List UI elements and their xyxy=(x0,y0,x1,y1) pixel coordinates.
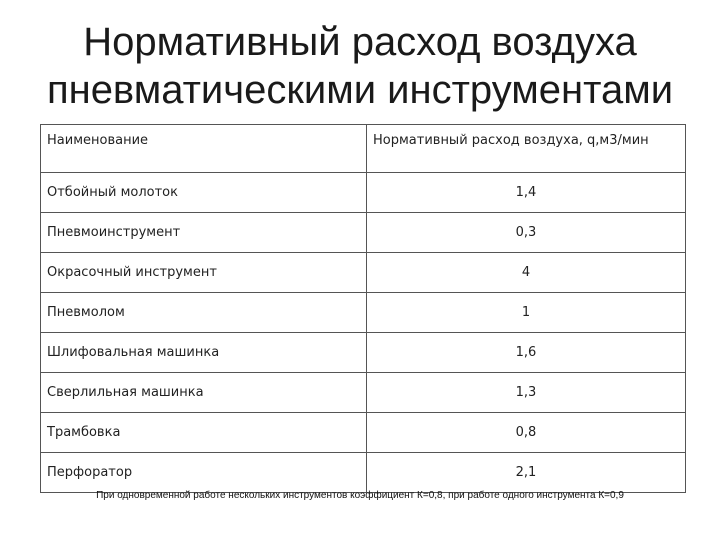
title-line-2: пневматическими инструментами xyxy=(46,68,674,112)
table-row xyxy=(41,413,686,453)
table-header-row xyxy=(41,125,686,173)
table-row xyxy=(41,253,686,293)
row-name: Отбойный молоток xyxy=(41,173,367,213)
row-value: 1,4 xyxy=(367,173,686,213)
row-value: 1,6 xyxy=(367,333,686,373)
row-value: 2,1 xyxy=(367,453,686,493)
row-value: 1 xyxy=(367,293,686,333)
row-value: 1,3 xyxy=(367,373,686,413)
row-name: Шлифовальная машинка xyxy=(41,333,367,373)
row-name: Сверлильная машинка xyxy=(41,373,367,413)
row-value: 0,8 xyxy=(367,413,686,453)
row-name: Пневмоинструмент xyxy=(41,213,367,253)
footnote: При одновременной работе нескольких инструментов коэффициент К=0,8, при работе одного инструмента К=0,9 xyxy=(96,490,624,501)
header-value: Нормативный расход воздуха, q,м3/мин xyxy=(367,125,686,173)
table-row xyxy=(41,453,686,493)
air-consumption-table xyxy=(40,124,686,493)
row-name: Окрасочный инструмент xyxy=(41,253,367,293)
row-value: 0,3 xyxy=(367,213,686,253)
table-row xyxy=(41,333,686,373)
table-row xyxy=(41,213,686,253)
page-title xyxy=(0,18,720,114)
title-line-1: Нормативный расход воздуха xyxy=(83,20,637,64)
row-name: Перфоратор xyxy=(41,453,367,493)
table-row xyxy=(41,373,686,413)
table-row xyxy=(41,293,686,333)
row-name: Пневмолом xyxy=(41,293,367,333)
row-name: Трамбовка xyxy=(41,413,367,453)
row-value: 4 xyxy=(367,253,686,293)
table-row xyxy=(41,173,686,213)
header-name: Наименование xyxy=(41,125,367,173)
